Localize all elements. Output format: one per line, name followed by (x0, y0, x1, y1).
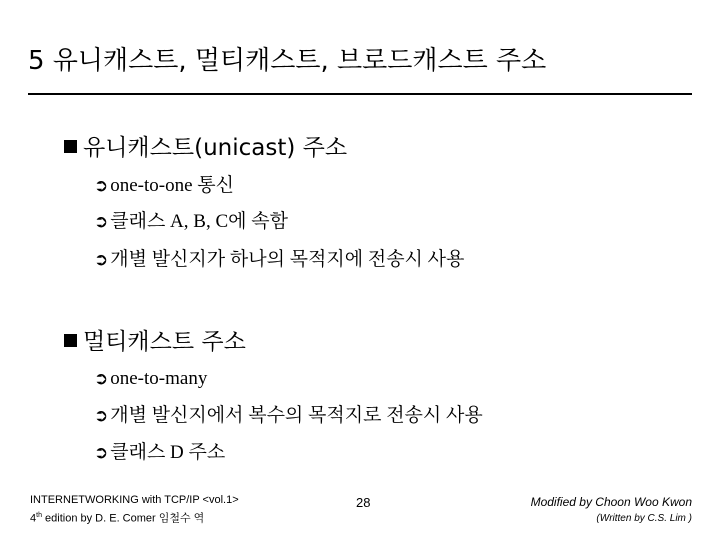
list-item-text: 클래스 A, B, C에 속함 (110, 211, 288, 232)
section-heading-unicast (64, 133, 347, 163)
section-heading-text: 유니캐스트(unicast) 주소 (83, 135, 348, 161)
list-item (94, 173, 234, 199)
arrow-bullet-icon: ➲ (94, 443, 109, 463)
page-number: 28 (356, 495, 371, 510)
arrow-bullet-icon: ➲ (94, 406, 109, 426)
list-item-text: one-to-one 통신 (110, 175, 235, 196)
list-item (94, 209, 288, 235)
arrow-bullet-icon: ➲ (94, 176, 109, 196)
square-bullet-icon (64, 334, 77, 347)
list-item (94, 366, 207, 392)
list-item (94, 440, 225, 466)
title-underline (28, 93, 692, 95)
footer-credit (531, 494, 692, 526)
arrow-bullet-icon: ➲ (94, 369, 109, 389)
footer-citation (30, 493, 239, 527)
slide-title: 5 유니캐스트, 멀티캐스트, 브로드캐스트 주소 (28, 46, 547, 76)
list-item (94, 247, 464, 273)
arrow-bullet-icon: ➲ (94, 250, 109, 270)
footer-citation-line1: INTERNETWORKING with TCP/IP <vol.1> (30, 494, 239, 506)
section-heading-text: 멀티캐스트 주소 (83, 329, 246, 355)
list-item-text: 개별 발신지가 하나의 목적지에 전송시 사용 (110, 249, 465, 270)
footer-credit-line1: Modified by Choon Woo Kwon (530, 495, 692, 509)
footer-credit-line2: (Written by C.S. Lim ) (596, 513, 692, 524)
footer-citation-line2: 4th edition by D. E. Comer 임철수 역 (30, 512, 205, 525)
list-item-text: 클래스 D 주소 (110, 442, 226, 463)
section-heading-multicast (64, 327, 246, 357)
list-item-text: one-to-many (110, 368, 208, 389)
square-bullet-icon (64, 140, 77, 153)
list-item (94, 403, 483, 429)
arrow-bullet-icon: ➲ (94, 212, 109, 232)
list-item-text: 개별 발신지에서 복수의 목적지로 전송시 사용 (110, 405, 483, 426)
